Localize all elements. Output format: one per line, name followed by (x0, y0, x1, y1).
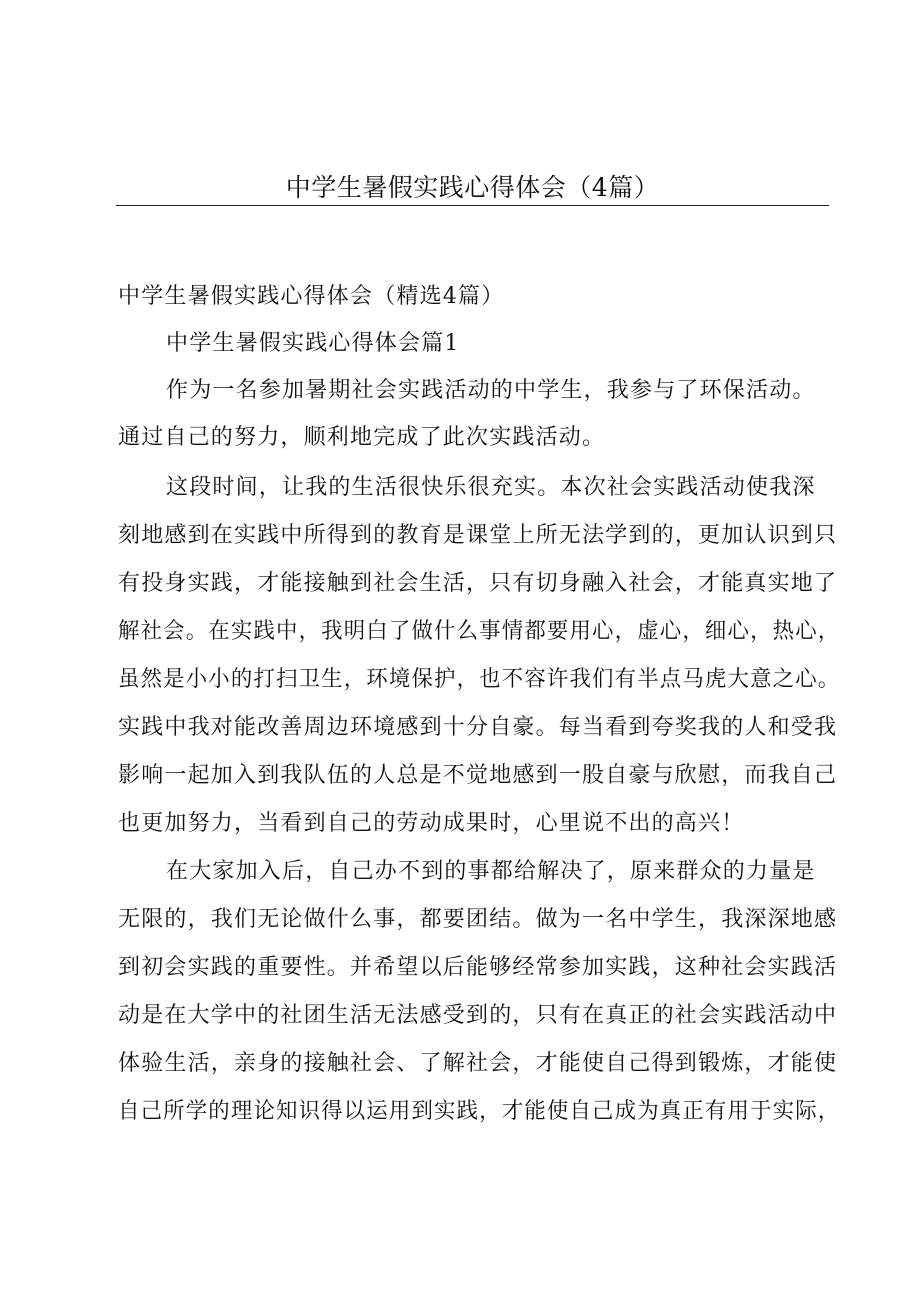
text-line: 虽然是小小的打扫卫生，环境保护，也不容许我们有半点马虎大意之心。 (118, 667, 841, 692)
text-line: 自己所学的理论知识得以运用到实践，才能使自己成为真正有用于实际， (118, 1099, 841, 1124)
text-line: 动是在大学中的社团生活无法感受到的，只有在真正的社会实践活动中 (118, 1003, 838, 1028)
text-line: 通过自己的努力，顺利地完成了此次实践活动。 (118, 425, 606, 450)
text-line: 有投身实践，才能接触到社会生活，只有切身融入社会，才能真实地了 (118, 571, 838, 596)
text-line: 也更加努力，当看到自己的劳动成果时，心里说不出的高兴！ (118, 811, 745, 836)
document-subtitle: 中学生暑假实践心得体会（精选4篇） (118, 284, 505, 309)
title-underline (116, 205, 829, 206)
text-line: 体验生活，亲身的接触社会、了解社会，才能使自己得到锻炼，才能使 (118, 1051, 838, 1076)
text-line: 实践中我对能改善周边环境感到十分自豪。每当看到夸奖我的人和受我 (118, 715, 838, 740)
text-line: 影响一起加入到我队伍的人总是不觉地感到一股自豪与欣慰，而我自己 (118, 763, 838, 788)
section-heading: 中学生暑假实践心得体会篇1 (166, 331, 460, 356)
text-line: 解社会。在实践中，我明白了做什么事情都要用心，虚心，细心，热心， (118, 619, 841, 644)
text-line: 这段时间，让我的生活很快乐很充实。本次社会实践活动使我深 (166, 475, 816, 500)
text-line: 无限的，我们无论做什么事，都要团结。做为一名中学生，我深深地感 (118, 907, 838, 932)
text-line: 到初会实践的重要性。并希望以后能够经常参加实践，这种社会实践活 (118, 955, 838, 980)
text-line: 作为一名参加暑期社会实践活动的中学生，我参与了环保活动。 (166, 378, 816, 403)
text-line: 在大家加入后，自己办不到的事都给解决了，原来群众的力量是 (166, 859, 816, 884)
text-line: 刻地感到在实践中所得到的教育是课堂上所无法学到的，更加认识到只 (118, 523, 838, 548)
document-title: 中学生暑假实践心得体会（4篇） (285, 173, 660, 202)
